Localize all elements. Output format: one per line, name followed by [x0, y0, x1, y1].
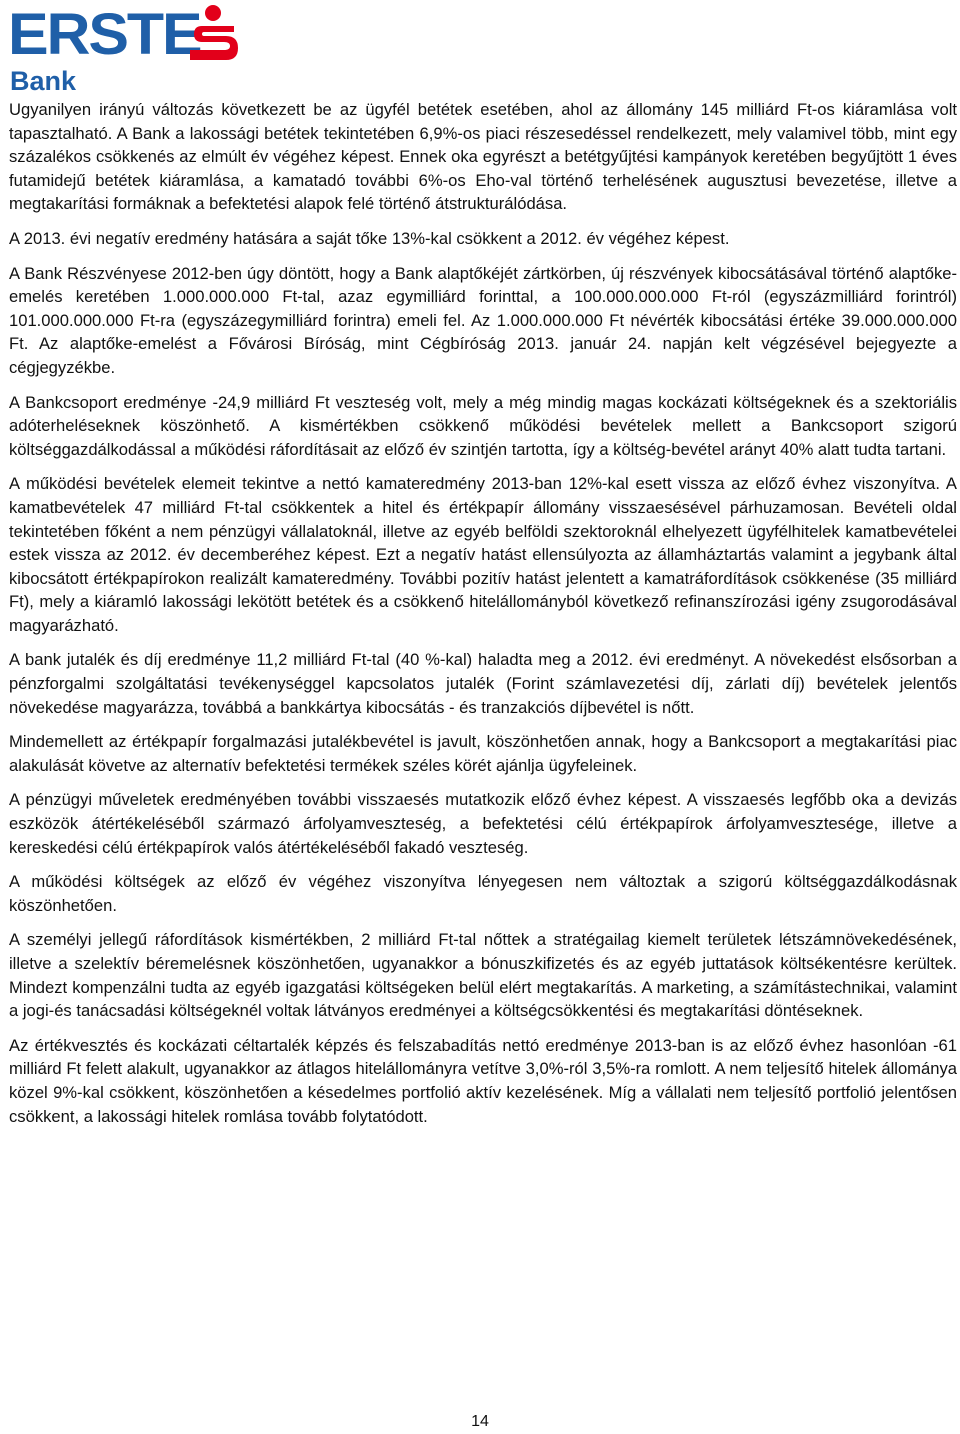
- paragraph-operating-costs: A működési költségek az előző év végéhez viszonyítva lényegesen nem változtak a szigorú költséggazdálkodásnak köszönhetően.: [9, 872, 957, 915]
- erste-bank-logo: [8, 4, 232, 96]
- paragraph-deposits: Ugyanilyen irányú változás következett be az ügyfél betétek esetében, ahol az állomány 145 milliárd Ft-os kiáramlása volt tapasztalható. A Bank a lakossági betétek tekintetében 6,9%-os piaci részesedéssel rendelkezett, mely valamivel több, mint egy százalékos csökkenés az elmúlt év végéhez képest. Ennek oka egyrészt a betétgyűjtési kampányok keretében begyűjtött 1 éves futamidejű betétek kiáramlása, a kamatadó további 6%-os Eho-val történő terhelésének augusztusi bevezetése, illetve a megtakarítási formáknak a befektetési alapok felé történő átstrukturálódása.: [9, 100, 957, 214]
- paragraph-equity: A 2013. évi negatív eredmény hatására a saját tőke 13%-kal csökkent a 2012. év végéhez képest.: [9, 228, 730, 248]
- erste-s-icon: [186, 4, 240, 66]
- paragraph-interest-income: A működési bevételek elemeit tekintve a nettó kamateredmény 2013-ban 12%-kal esett vissza az előző évhez viszonyítva. A kamatbevételek 47 milliárd Ft-tal csökkentek a hitel és értékpapír állomány visszaesésével párhuzamosan. Bevételi oldal tekintetében főként a nem pénzügyi vállalatoknál, illetve az egyéb belföldi szektoroknál elhelyezett ügyfélhitelek kamatbevételei estek vissza az 2012. év decemberéhez képest. Ezt a negatív hatást ellensúlyozta az államháztartás valamint a jegybank által kibocsátott értékpapírokon realizált kamateredmény. További pozitív hatást jelentett a kamatráfordítások csökkenése (35 milliárd Ft), mely a kiáramló lakossági lekötött betétek és a csökkenő hitelállományból következő refinanszírozási igény zsugorodásával magyarázható.: [9, 474, 957, 635]
- page-number: 14: [471, 1413, 489, 1430]
- paragraph-fees-commissions: A bank jutalék és díj eredménye 11,2 milliárd Ft-tal (40 %-kal) haladta meg a 2012. évi eredményt. A növekedést elsősorban a pénzforgalmi szolgáltatási tevékenységgel kapcsolatos jutalék (Forint számlavezetési díj, zárlati díj) bevételek jelentős növekedése magyarázza, továbbá a bankkártya kibocsátás - és tranzakciós díjbevétel is nőtt.: [9, 650, 957, 717]
- paragraph-securities-commission: Mindemellett az értékpapír forgalmazási jutalékbevétel is javult, köszönhetően annak, hogy a Bankcsoport a megtakarítási piac alakulását követve az alternatív befektetési termékek széles körét ajánlja ügyfeleinek.: [9, 732, 957, 775]
- logo-wordmark: ERSTE: [8, 2, 201, 67]
- paragraph-financial-operations: A pénzügyi műveletek eredményében további visszaesés mutatkozik előző évhez képest. A visszaesés legfőbb oka a devizás eszközök átértékeléséből származó árfolyamveszteség, a befektetési célú értékpapírok árfolyamvesztesége, illetve a kereskedési célú értékpapírok valós átértékeléséből fakadó veszteség.: [9, 790, 957, 857]
- paragraph-personnel-costs: A személyi jellegű ráfordítások kismértékben, 2 milliárd Ft-tal nőttek a stratégailag kiemelt területek létszámnövekedésének, illetve a szelektív béremelésnek köszönhetően, ugyanakkor a bónuszkifizetés és az egyéb juttatások költsékentésre kerültek. Mindezt kompenzálni tudta az egyéb igazgatási költségeken belül elért megtakarítás. A marketing, a számítástechnikai, valamint a jogi-és tanácsadási költségeknél voltak látványos eredményei a költségcsökkentési és megtakarítási döntéseknek.: [9, 930, 957, 1021]
- paragraph-group-result: A Bankcsoport eredménye -24,9 milliárd Ft veszteség volt, mely a még mindig magas kockázati költségeknek és a szektoriális adóterheléseknek köszönhető. A kismértékben csökkenő működési bevételek mellett a Bankcsoport szigorú költséggazdálkodással a működési ráfordításait az előző év szintjén tartotta, így a költség-bevétel arányt 40% alatt tudta tartani.: [9, 392, 957, 459]
- paragraph-impairment: Az értékvesztés és kockázati céltartalék képzés és felszabadítás nettó eredménye 2013-ban is az előző évhez hasonlóan -61 milliárd Ft felett alakult, ugyanakkor az átlagos hitelállományra vetítve 3,0%-ról 3,5%-ra romlott. A nem teljesítő hitelek állománya közel 9%-kal csökkent, köszönhetően a késedelmes portfolió aktív kezelésének. Míg a vállalati nem teljesítő portfolió jelentősen csökkent, a lakossági hitelek romlása tovább folytatódott.: [9, 1035, 957, 1126]
- logo-bank-text: Bank: [10, 66, 77, 96]
- document-body: [9, 98, 957, 1139]
- paragraph-capital-increase: A Bank Részvényese 2012-ben úgy döntött, hogy a Bank alaptőkéjét zártkörben, új részvények kibocsátásával történő alaptőke-emelés keretében 1.000.000.000 Ft-tal, azaz egymilliárd forinttal, a 100.000.000.000 Ft-ról (egyszázmilliárd forintról) 101.000.000.000 Ft-ra (egyszázegymilliárd forintra) emeli fel. Az 1.000.000.000 Ft névérték kibocsátási értéke 39.000.000.000 Ft. Az alaptőke-emelést a Fővárosi Bíróság, mint Cégbíróság 2013. január 24. napján kelt végzésével bejegyezte a cégjegyzékbe.: [9, 263, 957, 377]
